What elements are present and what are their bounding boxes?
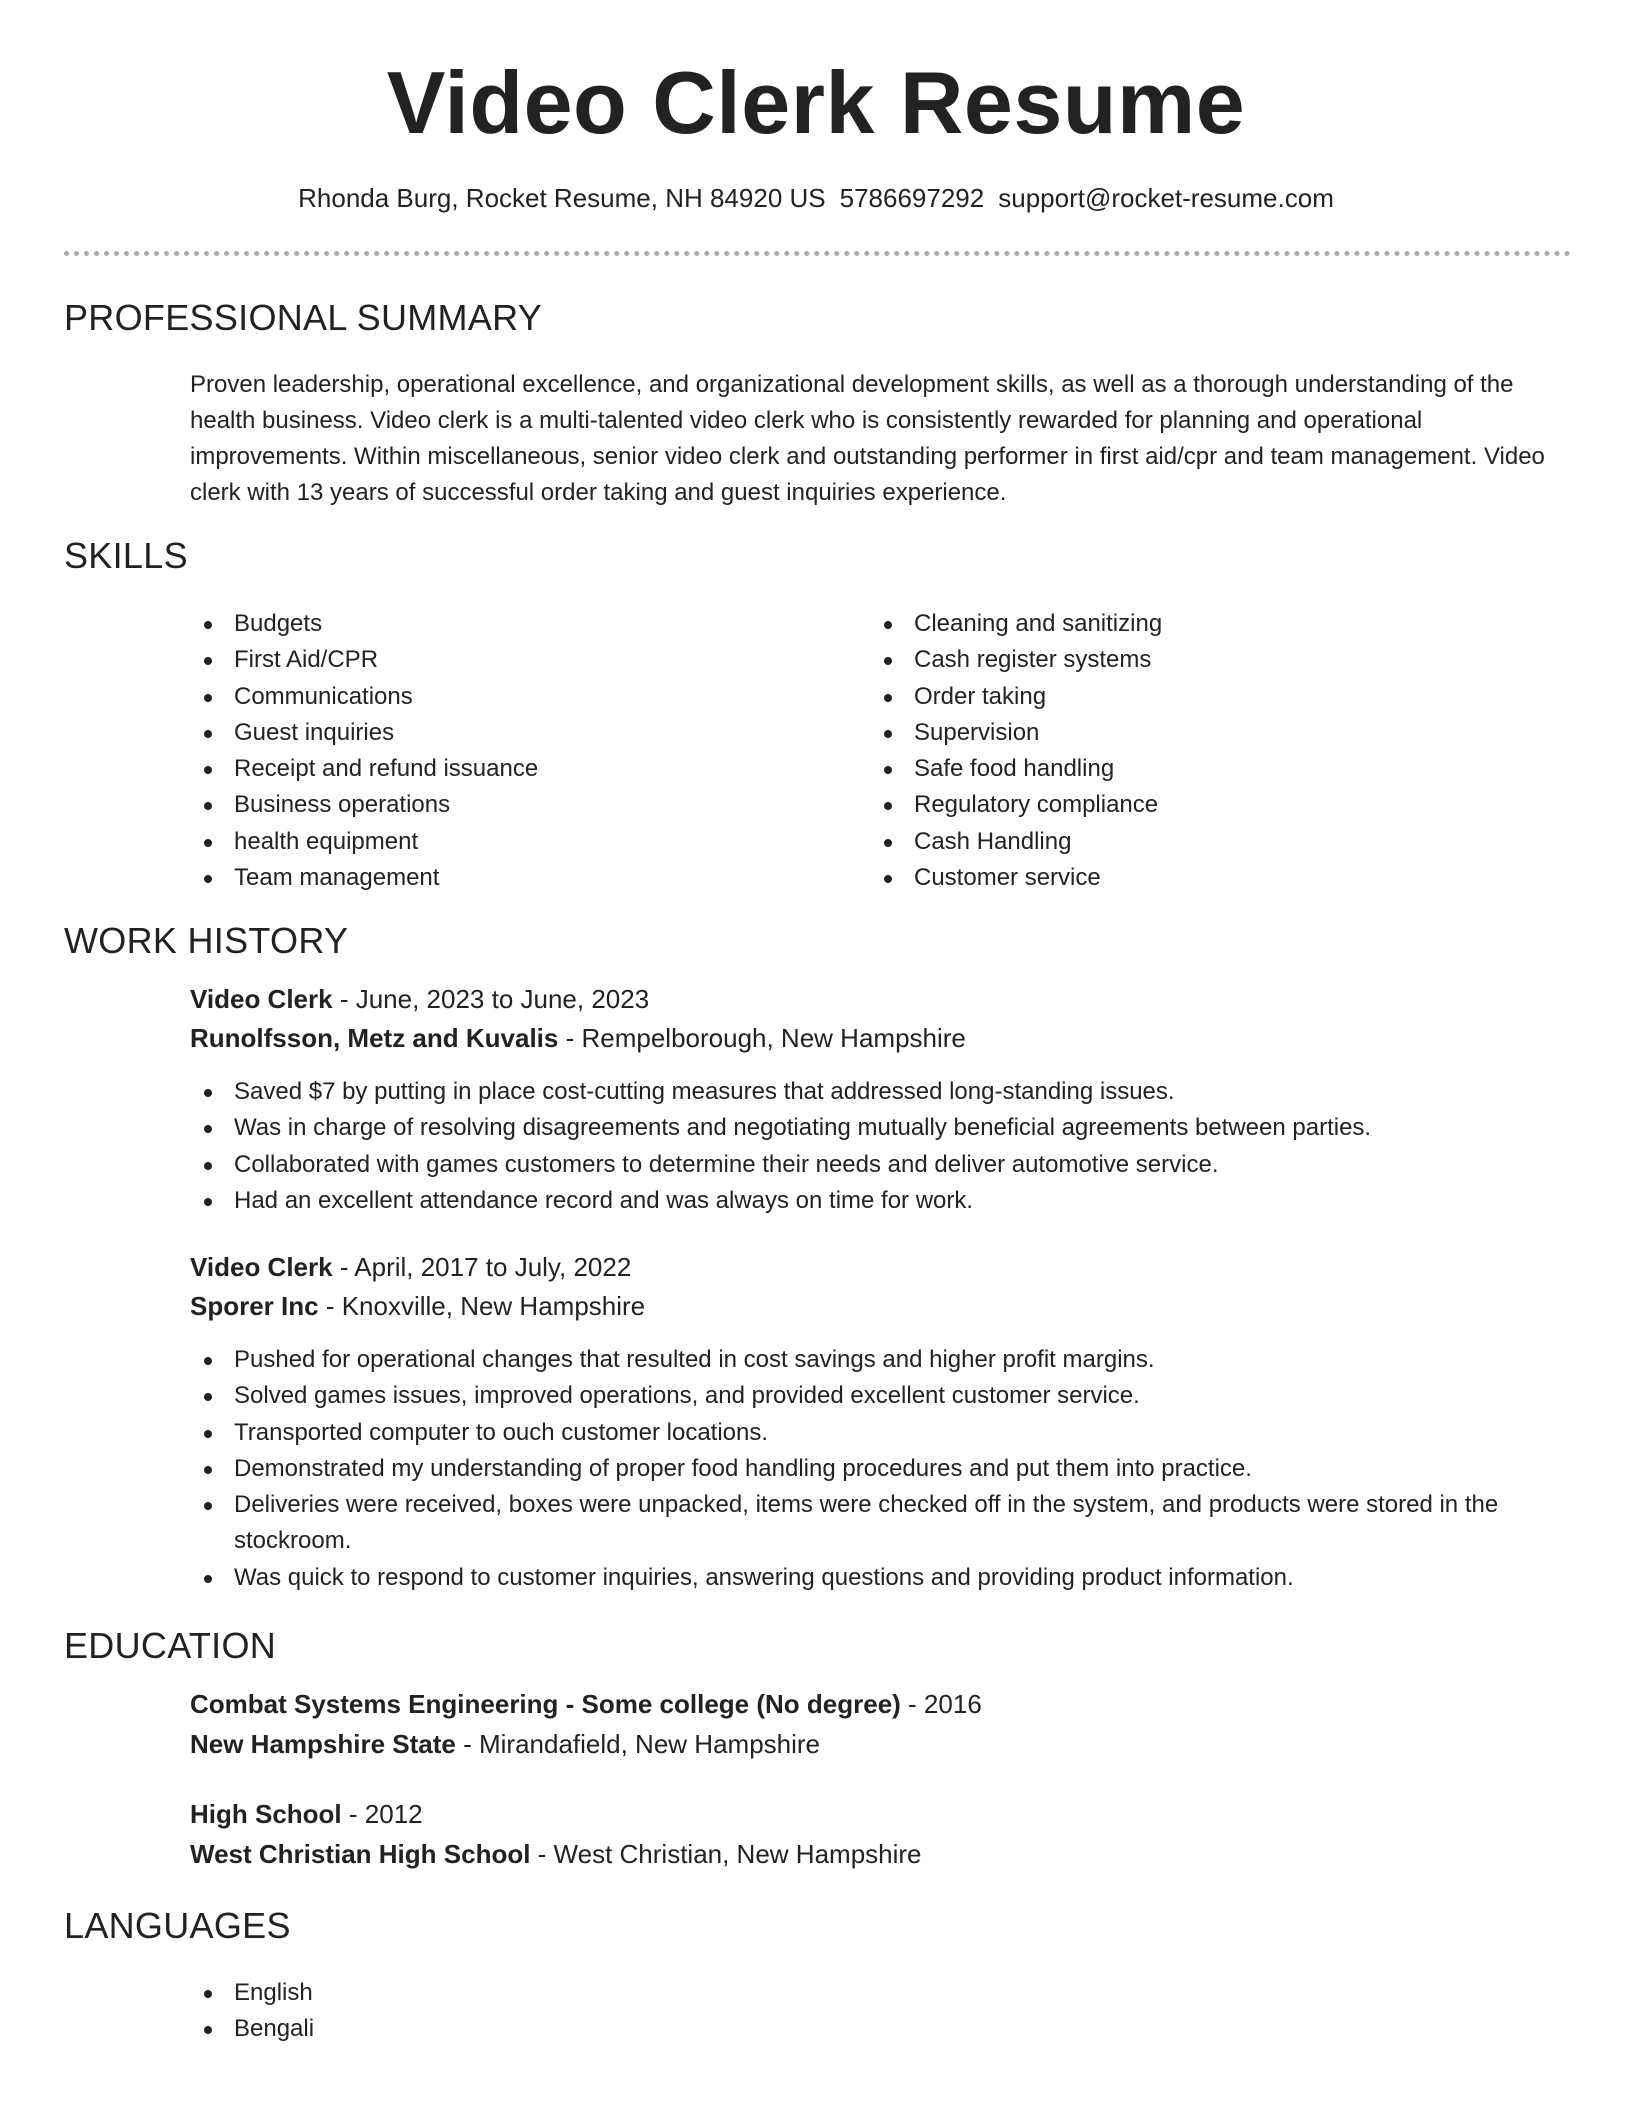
- list-item: Transported computer to ouch customer locations.: [190, 1415, 1580, 1451]
- list-item: Regulatory compliance: [870, 787, 1570, 823]
- languages-list: [190, 1975, 1580, 2048]
- job-title-line: [190, 1252, 631, 1283]
- job-company-line: [190, 1023, 966, 1054]
- skills-heading: SKILLS: [64, 535, 188, 576]
- education-school-line: [190, 1729, 820, 1760]
- list-item: Demonstrated my understanding of proper food handling procedures and put them into practice.: [190, 1451, 1580, 1487]
- contact-phone: 5786697292: [839, 183, 985, 213]
- education-degree-line: [190, 1799, 423, 1830]
- list-item: Team management: [190, 860, 850, 896]
- job-dates: - June, 2023 to June, 2023: [332, 984, 650, 1014]
- list-item: Cash register systems: [870, 642, 1570, 678]
- job-company: Sporer Inc: [190, 1291, 319, 1321]
- education-year: - 2012: [341, 1799, 423, 1829]
- job-title: Video Clerk: [190, 984, 333, 1014]
- job-company-line: [190, 1291, 645, 1322]
- education-location: - West Christian, New Hampshire: [530, 1839, 922, 1869]
- education-degree: High School: [190, 1799, 342, 1829]
- job-location: - Rempelborough, New Hampshire: [558, 1023, 966, 1053]
- job-company: Runolfsson, Metz and Kuvalis: [190, 1023, 559, 1053]
- summary-text: Proven leadership, operational excellence, and organizational development skills, as well as a thorough understanding of the health business. Video clerk is a multi-talented video clerk who is consistently rewarded for planning and operational improvements. Within miscellaneous, senior video clerk and outstanding performer in first aid/cpr and team management. Video clerk with 13 years of successful order taking and guest inquiries experience.: [190, 371, 1545, 506]
- education-degree-line: [190, 1689, 982, 1720]
- list-item: Supervision: [870, 715, 1570, 751]
- list-item: Order taking: [870, 679, 1570, 715]
- list-item: Cleaning and sanitizing: [870, 606, 1570, 642]
- education-degree: Combat Systems Engineering - Some college (No degree): [190, 1689, 901, 1719]
- education-heading: EDUCATION: [64, 1625, 277, 1666]
- job-location: - Knoxville, New Hampshire: [318, 1291, 646, 1321]
- list-item: Deliveries were received, boxes were unpacked, items were checked off in the system, and products were stored in the stockroom.: [190, 1487, 1580, 1560]
- list-item: Business operations: [190, 787, 850, 823]
- job-bullets: [190, 1342, 1580, 1596]
- list-item: Was quick to respond to customer inquiries, answering questions and providing product information.: [190, 1560, 1580, 1596]
- work-history-heading: WORK HISTORY: [64, 920, 349, 961]
- list-item: First Aid/CPR: [190, 642, 850, 678]
- list-item: Saved $7 by putting in place cost-cutting measures that addressed long-standing issues.: [190, 1074, 1580, 1110]
- job-dates: - April, 2017 to July, 2022: [332, 1252, 632, 1282]
- list-item: English: [190, 1975, 1580, 2011]
- list-item: Budgets: [190, 606, 850, 642]
- job-bullets: [190, 1074, 1580, 1219]
- list-item: Had an excellent attendance record and was always on time for work.: [190, 1183, 1580, 1219]
- header-divider: [64, 251, 1571, 256]
- education-year: - 2016: [900, 1689, 982, 1719]
- skills-list-right: [870, 606, 1570, 896]
- list-item: Collaborated with games customers to determine their needs and deliver automotive service.: [190, 1147, 1580, 1183]
- list-item: Receipt and refund issuance: [190, 751, 850, 787]
- languages-heading: LANGUAGES: [64, 1905, 291, 1946]
- list-item: health equipment: [190, 824, 850, 860]
- skills-list-left: [190, 606, 850, 896]
- education-location: - Mirandafield, New Hampshire: [455, 1729, 821, 1759]
- education-school-line: [190, 1839, 922, 1870]
- job-title: Video Clerk: [190, 1252, 333, 1282]
- list-item: Cash Handling: [870, 824, 1570, 860]
- list-item: Bengali: [190, 2011, 1580, 2047]
- job-title-line: [190, 984, 649, 1015]
- list-item: Communications: [190, 679, 850, 715]
- summary-heading: PROFESSIONAL SUMMARY: [64, 297, 543, 338]
- list-item: Safe food handling: [870, 751, 1570, 787]
- page-title: Video Clerk Resume: [386, 53, 1246, 152]
- list-item: Solved games issues, improved operations, and provided excellent customer service.: [190, 1378, 1580, 1414]
- list-item: Pushed for operational changes that resulted in cost savings and higher profit margins.: [190, 1342, 1580, 1378]
- contact-email: support@rocket-resume.com: [998, 183, 1334, 213]
- contact-address: Rhonda Burg, Rocket Resume, NH 84920 US: [298, 183, 826, 213]
- contact-info: [0, 183, 1632, 214]
- list-item: Guest inquiries: [190, 715, 850, 751]
- list-item: Customer service: [870, 860, 1570, 896]
- education-school: West Christian High School: [190, 1839, 531, 1869]
- list-item: Was in charge of resolving disagreements and negotiating mutually beneficial agreements between parties.: [190, 1110, 1580, 1146]
- education-school: New Hampshire State: [190, 1729, 456, 1759]
